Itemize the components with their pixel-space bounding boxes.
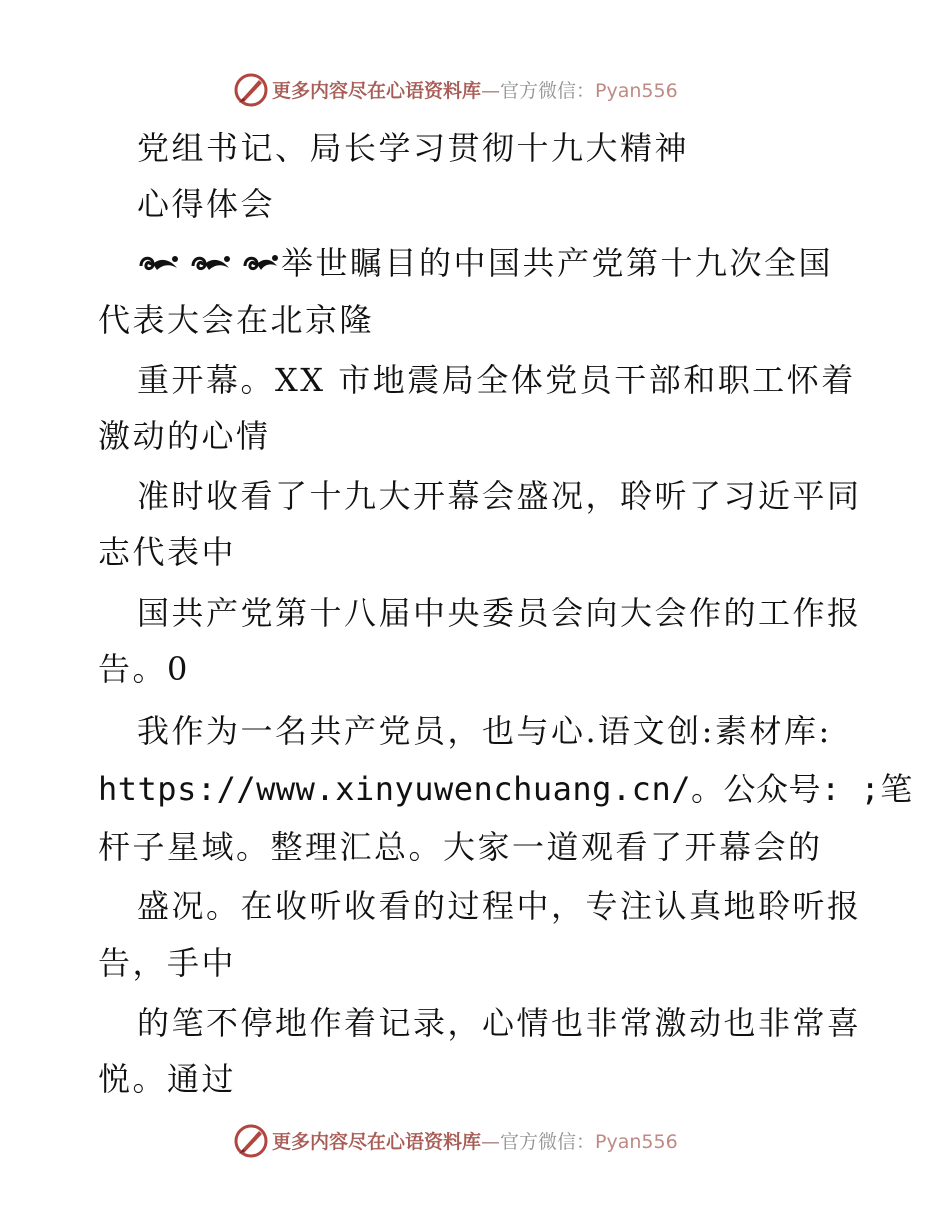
document-title-line-2: 心得体会 — [137, 185, 276, 223]
banner-separator: — — [481, 1131, 501, 1153]
paragraph-line — [137, 243, 833, 287]
document-title-line-1: 党组书记、局长学习贯彻十九大精神 — [137, 129, 690, 167]
paragraph-line: 告，手中 — [98, 944, 237, 982]
banner-wechat-id: Pyan556 — [595, 1131, 678, 1153]
paragraph-line: 志代表中 — [98, 533, 237, 571]
ornament-icon — [137, 247, 183, 287]
ornament-icon — [241, 247, 281, 287]
banner-text — [272, 1130, 678, 1154]
banner-wechat-id: Pyan556 — [595, 80, 678, 102]
paragraph-line: 杆子星域。整理汇总。大家一道观看了开幕会的 — [98, 828, 823, 866]
paragraph-line: 重开幕。XX 市地震局全体党员干部和职工怀着 — [137, 361, 856, 399]
paragraph-line: 告。0 — [98, 650, 190, 688]
paragraph-line: 激动的心情 — [98, 417, 271, 455]
banner-main-text: 更多内容尽在心语资料库 — [272, 80, 482, 102]
banner-label: 官方微信： — [500, 80, 596, 102]
banner-main-text: 更多内容尽在心语资料库 — [272, 1131, 482, 1153]
paragraph-line-text: 举世瞩目的中国共产党第十九次全国 — [281, 244, 834, 282]
banner-label: 官方微信： — [500, 1131, 596, 1153]
footer-banner — [0, 1121, 950, 1161]
ornament-icon — [189, 247, 235, 287]
paragraph-line: 盛况。在收听收看的过程中，专注认真地聆听报 — [137, 887, 862, 925]
paragraph-line: 我作为一名共产党员，也与心.语文创:素材库: — [137, 712, 832, 750]
paragraph-line: 悦。通过 — [98, 1060, 237, 1098]
paragraph-line: 准时收看了十九大开幕会盛况，聆听了习近平同 — [137, 477, 862, 515]
paragraph-line: 的笔不停地作着记录，心情也非常激动也非常喜 — [137, 1004, 862, 1042]
paragraph-line-url: https://www.xinyuwenchuang.cn/。公众号: ;笔 — [98, 770, 913, 808]
logo-icon — [233, 1123, 269, 1159]
banner-separator: — — [481, 80, 501, 102]
paragraph-line: 国共产党第十八届中央委员会向大会作的工作报 — [137, 594, 862, 632]
paragraph-line: 代表大会在北京隆 — [98, 301, 375, 339]
